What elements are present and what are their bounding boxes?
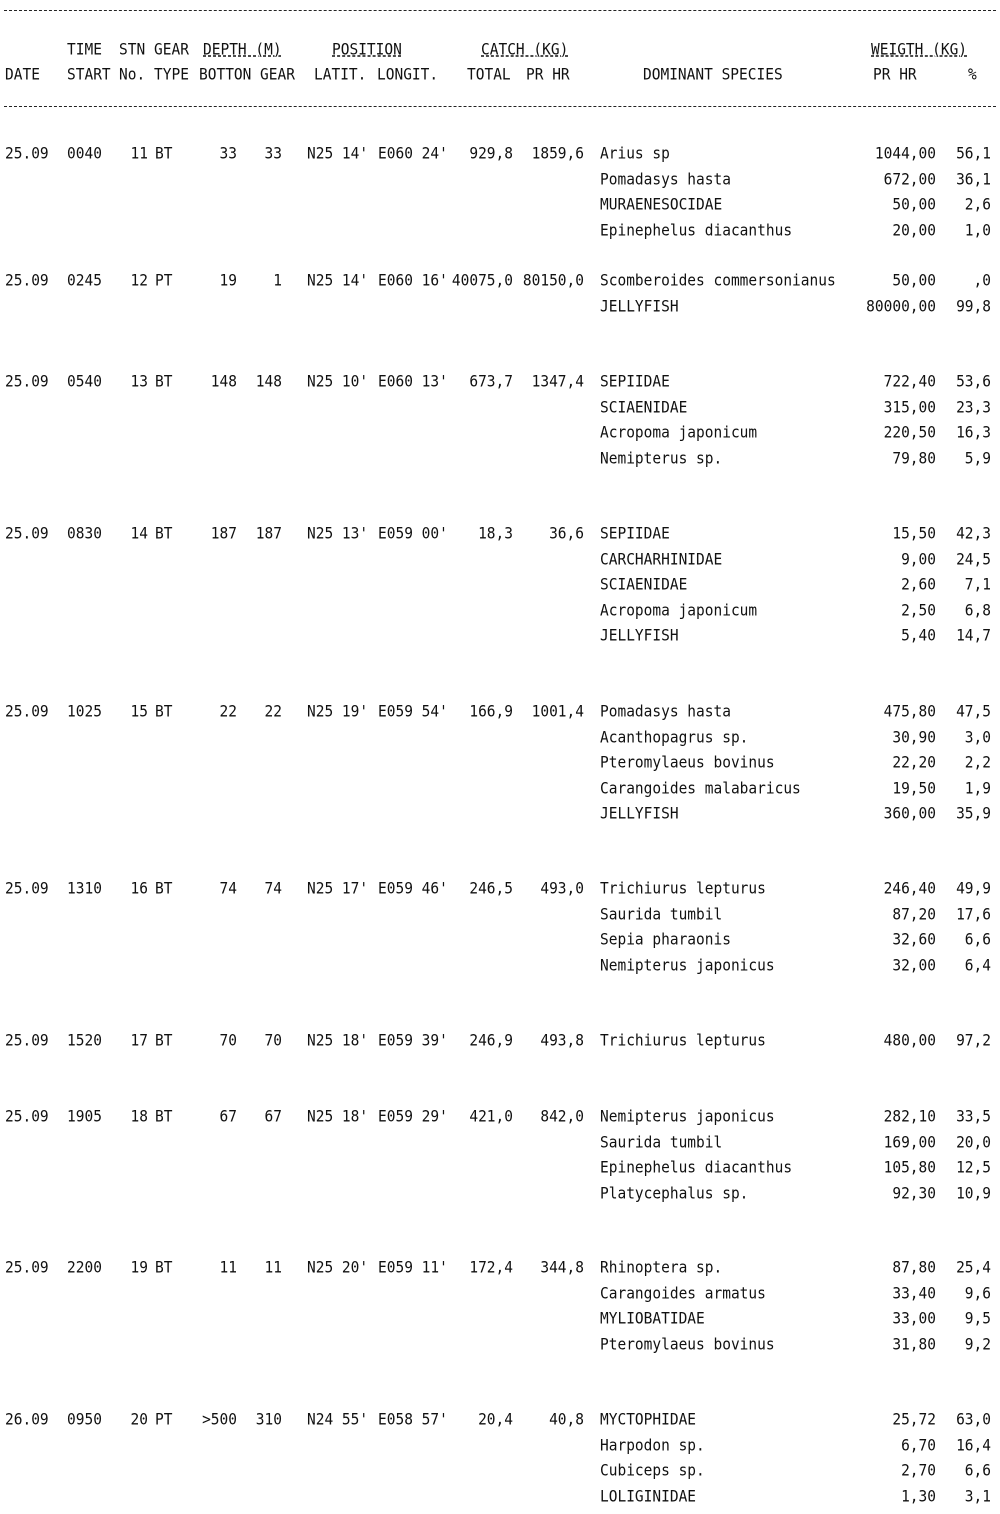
weight-per-hour-cell: 20,00 [892,221,936,240]
header-catch: CATCH (KG) [481,40,569,59]
weight-per-hour-cell: 315,00 [883,398,936,417]
weight-percent-cell: 14,7 [956,626,991,645]
date-cell: 25.09 [5,879,49,898]
weight-per-hour-cell: 33,40 [892,1284,936,1303]
catch-per-hour-cell: 493,0 [540,879,584,898]
species-name-cell: LOLIGINIDAE [600,1487,697,1506]
species-name-cell: SCIAENIDAE [600,398,688,417]
catch-total-cell: 673,7 [469,372,513,391]
gear-type-cell: BT [155,144,173,163]
weight-percent-cell: 6,8 [964,601,991,620]
station-number-cell: 20 [130,1410,148,1429]
species-name-cell: Nemipterus japonicus [600,1107,775,1126]
catch-total-cell: 246,5 [469,879,513,898]
header-botton: BOTTON [199,65,252,84]
species-name-cell: JELLYFISH [600,626,679,645]
latitude-cell: N25 14' [307,144,369,163]
species-name-cell: Epinephelus diacanthus [600,1158,793,1177]
time-start-cell: 1905 [67,1107,102,1126]
longitude-cell: E060 13' [378,372,448,391]
species-name-cell: MURAENESOCIDAE [600,195,723,214]
bottom-depth-cell: 33 [219,144,237,163]
species-name-cell: Nemipterus sp. [600,449,723,468]
species-name-cell: Pteromylaeus bovinus [600,1335,775,1354]
date-cell: 26.09 [5,1410,49,1429]
date-cell: 25.09 [5,1258,49,1277]
header-gear: GEAR [154,40,189,59]
catch-total-cell: 166,9 [469,702,513,721]
species-name-cell: Acanthopagrus sp. [600,728,749,747]
species-name-cell: Pomadasys hasta [600,170,731,189]
weight-per-hour-cell: 50,00 [892,271,936,290]
date-cell: 25.09 [5,144,49,163]
catch-per-hour-cell: 1001,4 [531,702,584,721]
catch-per-hour-cell: 40,8 [549,1410,584,1429]
bottom-depth-cell: >500 [202,1410,237,1429]
longitude-cell: E060 16' [378,271,448,290]
weight-percent-cell: 3,1 [964,1487,991,1506]
weight-per-hour-cell: 32,00 [892,956,936,975]
weight-percent-cell: 6,6 [964,1461,991,1480]
latitude-cell: N24 55' [307,1410,369,1429]
species-name-cell: Saurida tumbil [600,905,723,924]
header-dashed-rule [4,106,996,107]
weight-per-hour-cell: 2,70 [901,1461,936,1480]
species-name-cell: Saurida tumbil [600,1133,723,1152]
catch-per-hour-cell: 344,8 [540,1258,584,1277]
weight-per-hour-cell: 79,80 [892,449,936,468]
weight-percent-cell: 12,5 [956,1158,991,1177]
weight-per-hour-cell: 19,50 [892,779,936,798]
gear-type-cell: PT [155,271,173,290]
weight-percent-cell: 47,5 [956,702,991,721]
station-number-cell: 19 [130,1258,148,1277]
catch-per-hour-cell: 36,6 [549,524,584,543]
weight-percent-cell: 1,0 [964,221,991,240]
bottom-depth-cell: 11 [219,1258,237,1277]
station-number-cell: 18 [130,1107,148,1126]
weight-per-hour-cell: 92,30 [892,1184,936,1203]
time-start-cell: 1025 [67,702,102,721]
species-name-cell: SEPIIDAE [600,524,670,543]
time-start-cell: 1520 [67,1031,102,1050]
header-weight-prhr: PR HR [873,65,917,84]
weight-per-hour-cell: 480,00 [883,1031,936,1050]
weight-per-hour-cell: 246,40 [883,879,936,898]
species-name-cell: Scomberoides commersonianus [600,271,836,290]
header-time: TIME [67,40,102,59]
species-name-cell: Arius sp [600,144,670,163]
weight-percent-cell: 33,5 [956,1107,991,1126]
top-dashed-rule [4,10,996,11]
weight-per-hour-cell: 169,00 [883,1133,936,1152]
catch-total-cell: 20,4 [478,1410,513,1429]
weight-per-hour-cell: 2,50 [901,601,936,620]
station-number-cell: 12 [130,271,148,290]
gear-depth-cell: 11 [264,1258,282,1277]
weight-per-hour-cell: 360,00 [883,804,936,823]
species-name-cell: Trichiurus lepturus [600,879,766,898]
weight-percent-cell: 10,9 [956,1184,991,1203]
catch-total-cell: 929,8 [469,144,513,163]
weight-per-hour-cell: 5,40 [901,626,936,645]
weight-percent-cell: 36,1 [956,170,991,189]
header-type: TYPE [154,65,189,84]
weight-percent-cell: 6,4 [964,956,991,975]
weight-percent-cell: 42,3 [956,524,991,543]
species-name-cell: CARCHARHINIDAE [600,550,723,569]
species-name-cell: SCIAENIDAE [600,575,688,594]
bottom-depth-cell: 70 [219,1031,237,1050]
date-cell: 25.09 [5,1031,49,1050]
species-name-cell: JELLYFISH [600,297,679,316]
date-cell: 25.09 [5,702,49,721]
weight-per-hour-cell: 25,72 [892,1410,936,1429]
weight-percent-cell: 63,0 [956,1410,991,1429]
weight-percent-cell: 20,0 [956,1133,991,1152]
weight-percent-cell: 16,4 [956,1436,991,1455]
header-total: TOTAL [467,65,511,84]
weight-percent-cell: 24,5 [956,550,991,569]
catch-total-cell: 18,3 [478,524,513,543]
species-name-cell: Acropoma japonicum [600,601,758,620]
gear-type-cell: BT [155,702,173,721]
bottom-depth-cell: 19 [219,271,237,290]
bottom-depth-cell: 148 [210,372,237,391]
latitude-cell: N25 14' [307,271,369,290]
gear-type-cell: BT [155,1107,173,1126]
time-start-cell: 0540 [67,372,102,391]
species-name-cell: Harpodon sp. [600,1436,705,1455]
species-name-cell: MYLIOBATIDAE [600,1309,705,1328]
header-depth: DEPTH (M) [203,40,282,59]
species-name-cell: Cubiceps sp. [600,1461,705,1480]
weight-per-hour-cell: 672,00 [883,170,936,189]
gear-depth-cell: 67 [264,1107,282,1126]
catch-per-hour-cell: 842,0 [540,1107,584,1126]
header-date: DATE [5,65,40,84]
catch-per-hour-cell: 80150,0 [522,271,584,290]
station-number-cell: 16 [130,879,148,898]
weight-percent-cell: 9,2 [964,1335,991,1354]
weight-per-hour-cell: 220,50 [883,423,936,442]
species-name-cell: SEPIIDAE [600,372,670,391]
date-cell: 25.09 [5,271,49,290]
weight-per-hour-cell: 1,30 [901,1487,936,1506]
species-name-cell: Platycephalus sp. [600,1184,749,1203]
latitude-cell: N25 19' [307,702,369,721]
weight-per-hour-cell: 105,80 [883,1158,936,1177]
gear-type-cell: BT [155,372,173,391]
weight-per-hour-cell: 1044,00 [874,144,936,163]
catch-total-cell: 172,4 [469,1258,513,1277]
weight-percent-cell: ,0 [973,271,991,290]
gear-depth-cell: 70 [264,1031,282,1050]
species-name-cell: Carangoides armatus [600,1284,766,1303]
species-name-cell: Carangoides malabaricus [600,779,801,798]
station-number-cell: 17 [130,1031,148,1050]
species-name-cell: Nemipterus japonicus [600,956,775,975]
weight-percent-cell: 9,5 [964,1309,991,1328]
date-cell: 25.09 [5,524,49,543]
catch-per-hour-cell: 1347,4 [531,372,584,391]
latitude-cell: N25 13' [307,524,369,543]
header-no: No. [119,65,146,84]
weight-per-hour-cell: 475,80 [883,702,936,721]
station-number-cell: 15 [130,702,148,721]
gear-type-cell: BT [155,1258,173,1277]
weight-percent-cell: 3,0 [964,728,991,747]
gear-depth-cell: 187 [255,524,282,543]
weight-per-hour-cell: 87,20 [892,905,936,924]
species-name-cell: Rhinoptera sp. [600,1258,723,1277]
latitude-cell: N25 20' [307,1258,369,1277]
bottom-depth-cell: 67 [219,1107,237,1126]
gear-depth-cell: 148 [255,372,282,391]
time-start-cell: 0040 [67,144,102,163]
gear-depth-cell: 33 [264,144,282,163]
weight-percent-cell: 2,6 [964,195,991,214]
latitude-cell: N25 10' [307,372,369,391]
latitude-cell: N25 18' [307,1107,369,1126]
gear-type-cell: BT [155,879,173,898]
time-start-cell: 0950 [67,1410,102,1429]
weight-per-hour-cell: 22,20 [892,753,936,772]
header-species: DOMINANT SPECIES [643,65,783,84]
catch-per-hour-cell: 493,8 [540,1031,584,1050]
station-number-cell: 14 [130,524,148,543]
station-number-cell: 13 [130,372,148,391]
weight-percent-cell: 99,8 [956,297,991,316]
header-start: START [67,65,111,84]
latitude-cell: N25 18' [307,1031,369,1050]
weight-percent-cell: 5,9 [964,449,991,468]
date-cell: 25.09 [5,1107,49,1126]
species-name-cell: JELLYFISH [600,804,679,823]
weight-percent-cell: 49,9 [956,879,991,898]
weight-per-hour-cell: 80000,00 [866,297,936,316]
weight-percent-cell: 17,6 [956,905,991,924]
weight-per-hour-cell: 30,90 [892,728,936,747]
weight-per-hour-cell: 2,60 [901,575,936,594]
species-name-cell: Pomadasys hasta [600,702,731,721]
weight-per-hour-cell: 33,00 [892,1309,936,1328]
weight-percent-cell: 6,6 [964,930,991,949]
gear-depth-cell: 74 [264,879,282,898]
weight-percent-cell: 97,2 [956,1031,991,1050]
time-start-cell: 0830 [67,524,102,543]
header-position: POSITION [332,40,402,59]
gear-depth-cell: 1 [273,271,282,290]
weight-percent-cell: 35,9 [956,804,991,823]
longitude-cell: E058 57' [378,1410,448,1429]
longitude-cell: E059 29' [378,1107,448,1126]
longitude-cell: E059 00' [378,524,448,543]
latitude-cell: N25 17' [307,879,369,898]
weight-percent-cell: 2,2 [964,753,991,772]
time-start-cell: 0245 [67,271,102,290]
longitude-cell: E059 11' [378,1258,448,1277]
weight-percent-cell: 53,6 [956,372,991,391]
bottom-depth-cell: 74 [219,879,237,898]
weight-percent-cell: 1,9 [964,779,991,798]
species-name-cell: Pteromylaeus bovinus [600,753,775,772]
weight-percent-cell: 23,3 [956,398,991,417]
longitude-cell: E059 54' [378,702,448,721]
header-catch-prhr: PR HR [526,65,570,84]
catch-total-cell: 421,0 [469,1107,513,1126]
species-name-cell: Acropoma japonicum [600,423,758,442]
time-start-cell: 2200 [67,1258,102,1277]
weight-per-hour-cell: 15,50 [892,524,936,543]
longitude-cell: E059 46' [378,879,448,898]
gear-depth-cell: 22 [264,702,282,721]
longitude-cell: E059 39' [378,1031,448,1050]
bottom-depth-cell: 22 [219,702,237,721]
time-start-cell: 1310 [67,879,102,898]
weight-percent-cell: 9,6 [964,1284,991,1303]
weight-per-hour-cell: 722,40 [883,372,936,391]
weight-per-hour-cell: 50,00 [892,195,936,214]
species-name-cell: Sepia pharaonis [600,930,731,949]
bottom-depth-cell: 187 [210,524,237,543]
weight-percent-cell: 7,1 [964,575,991,594]
weight-per-hour-cell: 9,00 [901,550,936,569]
weight-per-hour-cell: 31,80 [892,1335,936,1354]
header-stn: STN [119,40,146,59]
weight-per-hour-cell: 6,70 [901,1436,936,1455]
weight-per-hour-cell: 87,80 [892,1258,936,1277]
species-name-cell: Epinephelus diacanthus [600,221,793,240]
catch-total-cell: 246,9 [469,1031,513,1050]
station-number-cell: 11 [130,144,148,163]
weight-per-hour-cell: 282,10 [883,1107,936,1126]
header-percent: % [968,65,977,84]
weight-per-hour-cell: 32,60 [892,930,936,949]
gear-depth-cell: 310 [255,1410,282,1429]
header-weigth: WEIGTH (KG) [871,40,968,59]
gear-type-cell: BT [155,524,173,543]
weight-percent-cell: 16,3 [956,423,991,442]
gear-type-cell: PT [155,1410,173,1429]
header-longit: LONGIT. [377,65,439,84]
weight-percent-cell: 56,1 [956,144,991,163]
header-gear-depth: GEAR [260,65,295,84]
longitude-cell: E060 24' [378,144,448,163]
catch-per-hour-cell: 1859,6 [531,144,584,163]
catch-total-cell: 40075,0 [451,271,513,290]
weight-percent-cell: 25,4 [956,1258,991,1277]
species-name-cell: Trichiurus lepturus [600,1031,766,1050]
species-name-cell: MYCTOPHIDAE [600,1410,697,1429]
date-cell: 25.09 [5,372,49,391]
gear-type-cell: BT [155,1031,173,1050]
header-latit: LATIT. [314,65,367,84]
